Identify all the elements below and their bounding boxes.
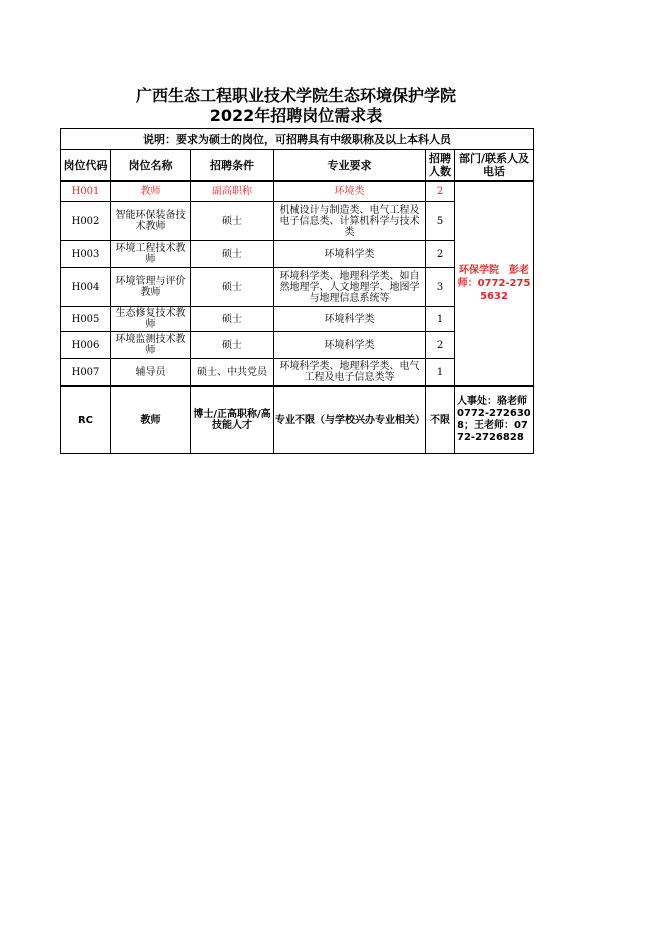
cell-major: 环境科学类 [274, 241, 426, 268]
cell-condition: 硕士 [191, 332, 274, 359]
cell-condition: 硕士、中共党员 [191, 359, 274, 387]
cell-name: 辅导员 [111, 359, 191, 387]
cell-condition: 硕士 [191, 307, 274, 332]
cell-condition: 博士/正高职称/高技能人才 [191, 386, 274, 454]
cell-count: 5 [426, 202, 455, 241]
cell-major: 环境科学类 [274, 332, 426, 359]
cell-name: 环境管理与评价教师 [111, 268, 191, 307]
header-dept: 部门/联系人及电话 [455, 150, 534, 182]
cell-condition: 硕士 [191, 268, 274, 307]
cell-name: 教师 [111, 386, 191, 454]
cell-code: RC [61, 386, 111, 454]
cell-major: 环境科学类、地理科学类、如自然地理学、人文地理学、地图学与地理信息系统等 [274, 268, 426, 307]
page-title-line2: 2022年招聘岗位需求表 [209, 106, 383, 125]
header-name: 岗位名称 [111, 150, 191, 182]
cell-count: 3 [426, 268, 455, 307]
header-major: 专业要求 [274, 150, 426, 182]
rc-contact: 人事处：骆老师0772-2726308；王老师：0772-2726828 [455, 386, 534, 454]
page-title-line1: 广西生态工程职业技术学院生态环境保护学院 [135, 86, 456, 105]
cell-major: 环境科学类、地理科学类、电气工程及电子信息类等 [274, 359, 426, 387]
cell-code: H004 [61, 268, 111, 307]
cell-count: 2 [426, 241, 455, 268]
header-count: 招聘人数 [426, 150, 455, 182]
cell-count: 不限 [426, 386, 455, 454]
cell-major: 环境科学类 [274, 307, 426, 332]
cell-name: 环境工程技术教师 [111, 241, 191, 268]
cell-count: 1 [426, 359, 455, 387]
cell-condition: 硕士 [191, 202, 274, 241]
cell-code: H007 [61, 359, 111, 387]
cell-name: 智能环保装备技术教师 [111, 202, 191, 241]
cell-major: 机械设计与制造类、电气工程及电子信息类、计算机科学与技术类 [274, 202, 426, 241]
cell-condition: 硕士 [191, 241, 274, 268]
table-note: 说明：要求为硕士的岗位，可招聘具有中级职称及以上本科人员 [61, 129, 534, 150]
recruitment-table [60, 128, 534, 454]
cell-count: 2 [426, 332, 455, 359]
cell-code: H001 [61, 181, 111, 202]
header-condition: 招聘条件 [191, 150, 274, 182]
cell-code: H006 [61, 332, 111, 359]
cell-code: H005 [61, 307, 111, 332]
cell-name: 教师 [111, 181, 191, 202]
cell-count: 2 [426, 181, 455, 202]
cell-major: 环境类 [274, 181, 426, 202]
table-header-row [61, 150, 534, 182]
cell-name: 环境监测技术教师 [111, 332, 191, 359]
dept-contact: 环保学院 彭老师：0772-2755632 [455, 181, 534, 386]
cell-code: H003 [61, 241, 111, 268]
table-row [61, 181, 534, 202]
cell-name: 生态修复技术教师 [111, 307, 191, 332]
cell-count: 1 [426, 307, 455, 332]
cell-condition: 副高职称 [191, 181, 274, 202]
header-code: 岗位代码 [61, 150, 111, 182]
cell-code: H002 [61, 202, 111, 241]
cell-major: 专业不限（与学校兴办专业相关） [274, 386, 426, 454]
table-row-rc [61, 386, 534, 454]
